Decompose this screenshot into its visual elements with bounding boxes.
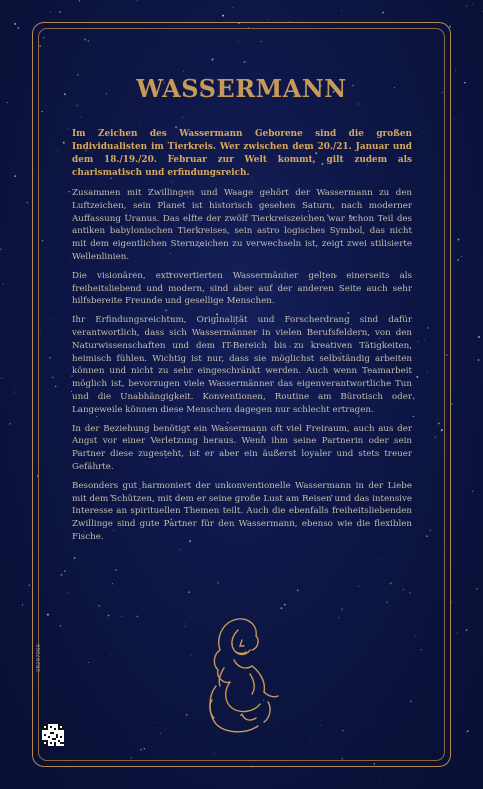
page-title: WASSERMANN bbox=[136, 74, 347, 103]
star bbox=[79, 0, 81, 2]
aquarius-water-bearer-icon bbox=[194, 610, 290, 738]
star bbox=[461, 256, 462, 257]
star bbox=[380, 782, 381, 783]
star bbox=[14, 23, 16, 25]
star bbox=[14, 175, 16, 177]
star bbox=[22, 604, 23, 605]
paragraph: In der Beziehung benötigt ein Wassermann oft viel Freiraum, auch aus der Angst vor einer Verletzung heraus. Wenn ihm seine Partnerin oder sein Partner diese zugesteht, ist er aber ein äußerst loyaler und stets treuer Gefährte. bbox=[72, 423, 412, 472]
star bbox=[382, 12, 384, 14]
star bbox=[136, 0, 137, 1]
star bbox=[466, 629, 468, 631]
star bbox=[477, 359, 479, 361]
star bbox=[473, 4, 474, 5]
star bbox=[222, 15, 224, 17]
star bbox=[341, 10, 342, 11]
star bbox=[316, 6, 317, 7]
star bbox=[9, 423, 11, 425]
star bbox=[13, 391, 14, 392]
paragraph: Besonders gut harmoniert der unkonventionelle Wassermann in der Liebe mit dem Schützen, mit dem er seine große Lust am Reisen und das intensive Interesse an spirituellen Themen teilt. Auch die ebenfalls freiheitsliebenden Zwillinge sind gute Partner für den Wassermann, ebenso wie die flexiblen Fische. bbox=[72, 480, 412, 542]
star bbox=[478, 519, 479, 520]
star bbox=[246, 779, 247, 780]
star bbox=[3, 283, 5, 285]
star bbox=[29, 584, 30, 585]
star bbox=[472, 491, 473, 492]
star bbox=[456, 633, 457, 634]
star bbox=[467, 730, 469, 732]
star bbox=[478, 336, 480, 338]
text-body bbox=[72, 128, 412, 550]
star bbox=[454, 118, 455, 119]
star bbox=[476, 588, 478, 590]
qr-code bbox=[42, 724, 64, 746]
star bbox=[50, 12, 51, 13]
star bbox=[475, 208, 476, 209]
star bbox=[27, 202, 28, 203]
paragraph: Zusammen mit Zwillingen und Waage gehört der Wassermann zu den Luftzeichen, sein Planet ist historisch gesehen Saturn, nach moderner Auffassung Uranus. Das elfte der zwölf Tierkreiszeichen war schon Teil des antiken babylonischen Tierkreises, sein astro logisches Symbol, das nicht mit dem eigentlichen Sternzeichen zu verwechseln ist, zeigt zwei stilisierte Wellenlinien. bbox=[72, 188, 412, 262]
star bbox=[267, 18, 268, 19]
star bbox=[70, 767, 71, 768]
star bbox=[457, 238, 459, 240]
star bbox=[0, 249, 1, 250]
serial-number: 08297066 bbox=[36, 644, 42, 672]
star bbox=[455, 70, 456, 71]
lead-paragraph: Im Zeichen des Wassermann Geborene sind die großen Individualisten im Tierkreis. Wer zwischen dem 20./21. Januar und dem 18./19./20. Februar zur Welt kommt, gilt zudem als charismatisch und erfindungsreich. bbox=[72, 129, 412, 178]
star bbox=[1, 378, 2, 379]
paragraph: Ihr Erfindungsreichtum, Originalität und Forscherdrang sind dafür verantwortlich, dass sich Wassermänner in vielen Berufsfeldern, von den Naturwissenschaften und dem IT-Bereich bis zu kreativen Tätigkeiten, heimisch fühlen. Wichtig ist nur, dass sie möglichst selbständig arbeiten können und nicht zu sehr eingeschränkt werden. Auch wenn Teamarbeit möglich ist, bevorzugen viele Wassermänner das eigenverantwortliche Tun und die Unabhängigkeit. Konventionen, Routine am Bürotisch oder Langeweile können diese Menschen dagegen nur schlecht ertragen. bbox=[72, 315, 412, 415]
star bbox=[213, 11, 214, 12]
star bbox=[451, 403, 453, 405]
star bbox=[59, 11, 61, 13]
star bbox=[232, 7, 233, 8]
paragraph: Die visionären, extrovertierten Wassermänner gelten einerseits als freiheitsliebend und modern, sind aber auf der anderen Seite auch sehr hilfsbereite Freunde und gesellige Menschen. bbox=[72, 270, 412, 307]
star bbox=[457, 259, 459, 261]
star bbox=[17, 27, 19, 29]
star bbox=[466, 5, 467, 6]
